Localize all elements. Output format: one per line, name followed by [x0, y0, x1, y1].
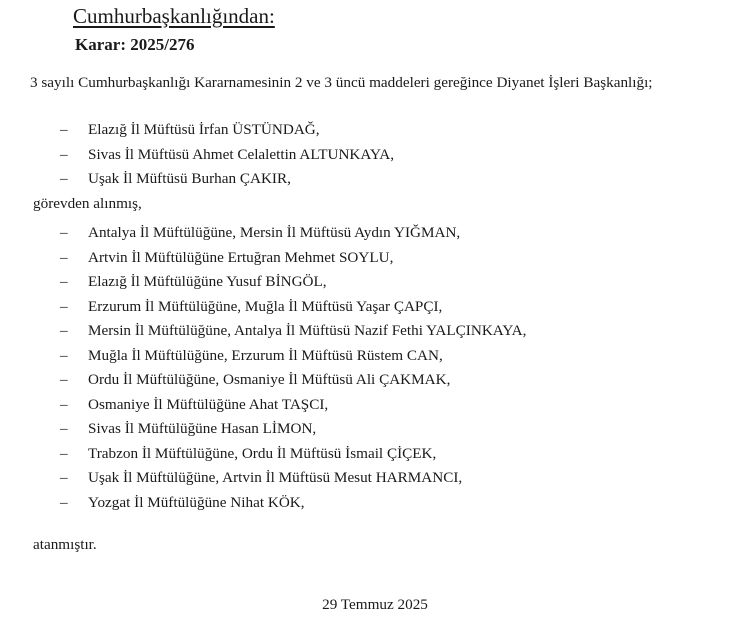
appointed-officials-list: [60, 221, 526, 515]
list-item-text: Antalya İl Müftülüğüne, Mersin İl Müftüsü Aydın YIĞMAN,: [88, 224, 461, 241]
list-dash: –: [60, 297, 68, 315]
list-dash: –: [60, 121, 68, 138]
list-dash: –: [60, 493, 68, 511]
list-dash: –: [60, 371, 68, 388]
list-item: [60, 491, 526, 516]
list-item: [60, 143, 394, 168]
list-dash: –: [60, 346, 68, 364]
list-item-text: Osmaniye İl Müftülüğüne Ahat TAŞCI,: [88, 395, 329, 413]
list-item: [60, 295, 526, 320]
list-item-text: Sivas İl Müftüsü Ahmet Celalettin ALTUNKAYA,: [88, 145, 394, 163]
list-item-text: Yozgat İl Müftülüğüne Nihat KÖK,: [88, 493, 305, 511]
appointed-label: atanmıştır.: [33, 536, 97, 553]
list-dash: –: [60, 469, 68, 486]
list-item-text: Muğla İl Müftülüğüne, Erzurum İl Müftüsü Rüstem CAN,: [88, 346, 443, 364]
list-item: [60, 368, 526, 393]
list-item: [60, 167, 394, 192]
list-item-text: Sivas İl Müftülüğüne Hasan LİMON,: [88, 420, 317, 437]
list-item-text: Elazığ İl Müftüsü İrfan ÜSTÜNDAĞ,: [88, 121, 320, 138]
list-dash: –: [60, 395, 68, 413]
list-item-text: Artvin İl Müftülüğüne Ertuğran Mehmet SOYLU,: [88, 248, 394, 266]
list-item-text: Mersin İl Müftülüğüne, Antalya İl Müftüsü Nazif Fethi YALÇINKAYA,: [88, 322, 527, 339]
decree-date: 29 Temmuz 2025: [322, 596, 428, 613]
list-item: [60, 221, 526, 246]
decision-number: Karar: 2025/276: [75, 35, 195, 54]
issuer-heading: Cumhurbaşkanlığından:: [73, 4, 275, 28]
list-item: [60, 393, 526, 418]
list-item: [60, 466, 526, 491]
list-item: [60, 442, 526, 467]
list-dash: –: [60, 170, 68, 187]
list-item: [60, 417, 526, 442]
list-item-text: Uşak İl Müftülüğüne, Artvin İl Müftüsü Mesut HARMANCI,: [88, 469, 463, 486]
list-item: [60, 270, 526, 295]
list-dash: –: [60, 145, 68, 163]
list-item: [60, 344, 526, 369]
list-dash: –: [60, 420, 68, 437]
list-dash: –: [60, 273, 68, 290]
list-item-text: Erzurum İl Müftülüğüne, Muğla İl Müftüsü Yaşar ÇAPÇI,: [88, 297, 443, 315]
list-dash: –: [60, 248, 68, 266]
list-item-text: Trabzon İl Müftülüğüne, Ordu İl Müftüsü İsmail ÇİÇEK,: [88, 444, 437, 462]
list-item: [60, 319, 526, 344]
list-item: [60, 118, 394, 143]
removed-label: görevden alınmış,: [33, 195, 142, 212]
list-dash: –: [60, 224, 68, 241]
list-item-text: Uşak İl Müftüsü Burhan ÇAKIR,: [88, 170, 291, 187]
list-dash: –: [60, 444, 68, 462]
list-item-text: Ordu İl Müftülüğüne, Osmaniye İl Müftüsü Ali ÇAKMAK,: [88, 371, 451, 388]
removed-officials-list: [60, 118, 394, 192]
list-item-text: Elazığ İl Müftülüğüne Yusuf BİNGÖL,: [88, 273, 327, 290]
list-item: [60, 246, 526, 271]
list-dash: –: [60, 322, 68, 339]
intro-paragraph: 3 sayılı Cumhurbaşkanlığı Kararnamesinin 2 ve 3 üncü maddeleri gereğince Diyanet İşleri Başkanlığı;: [30, 74, 653, 91]
